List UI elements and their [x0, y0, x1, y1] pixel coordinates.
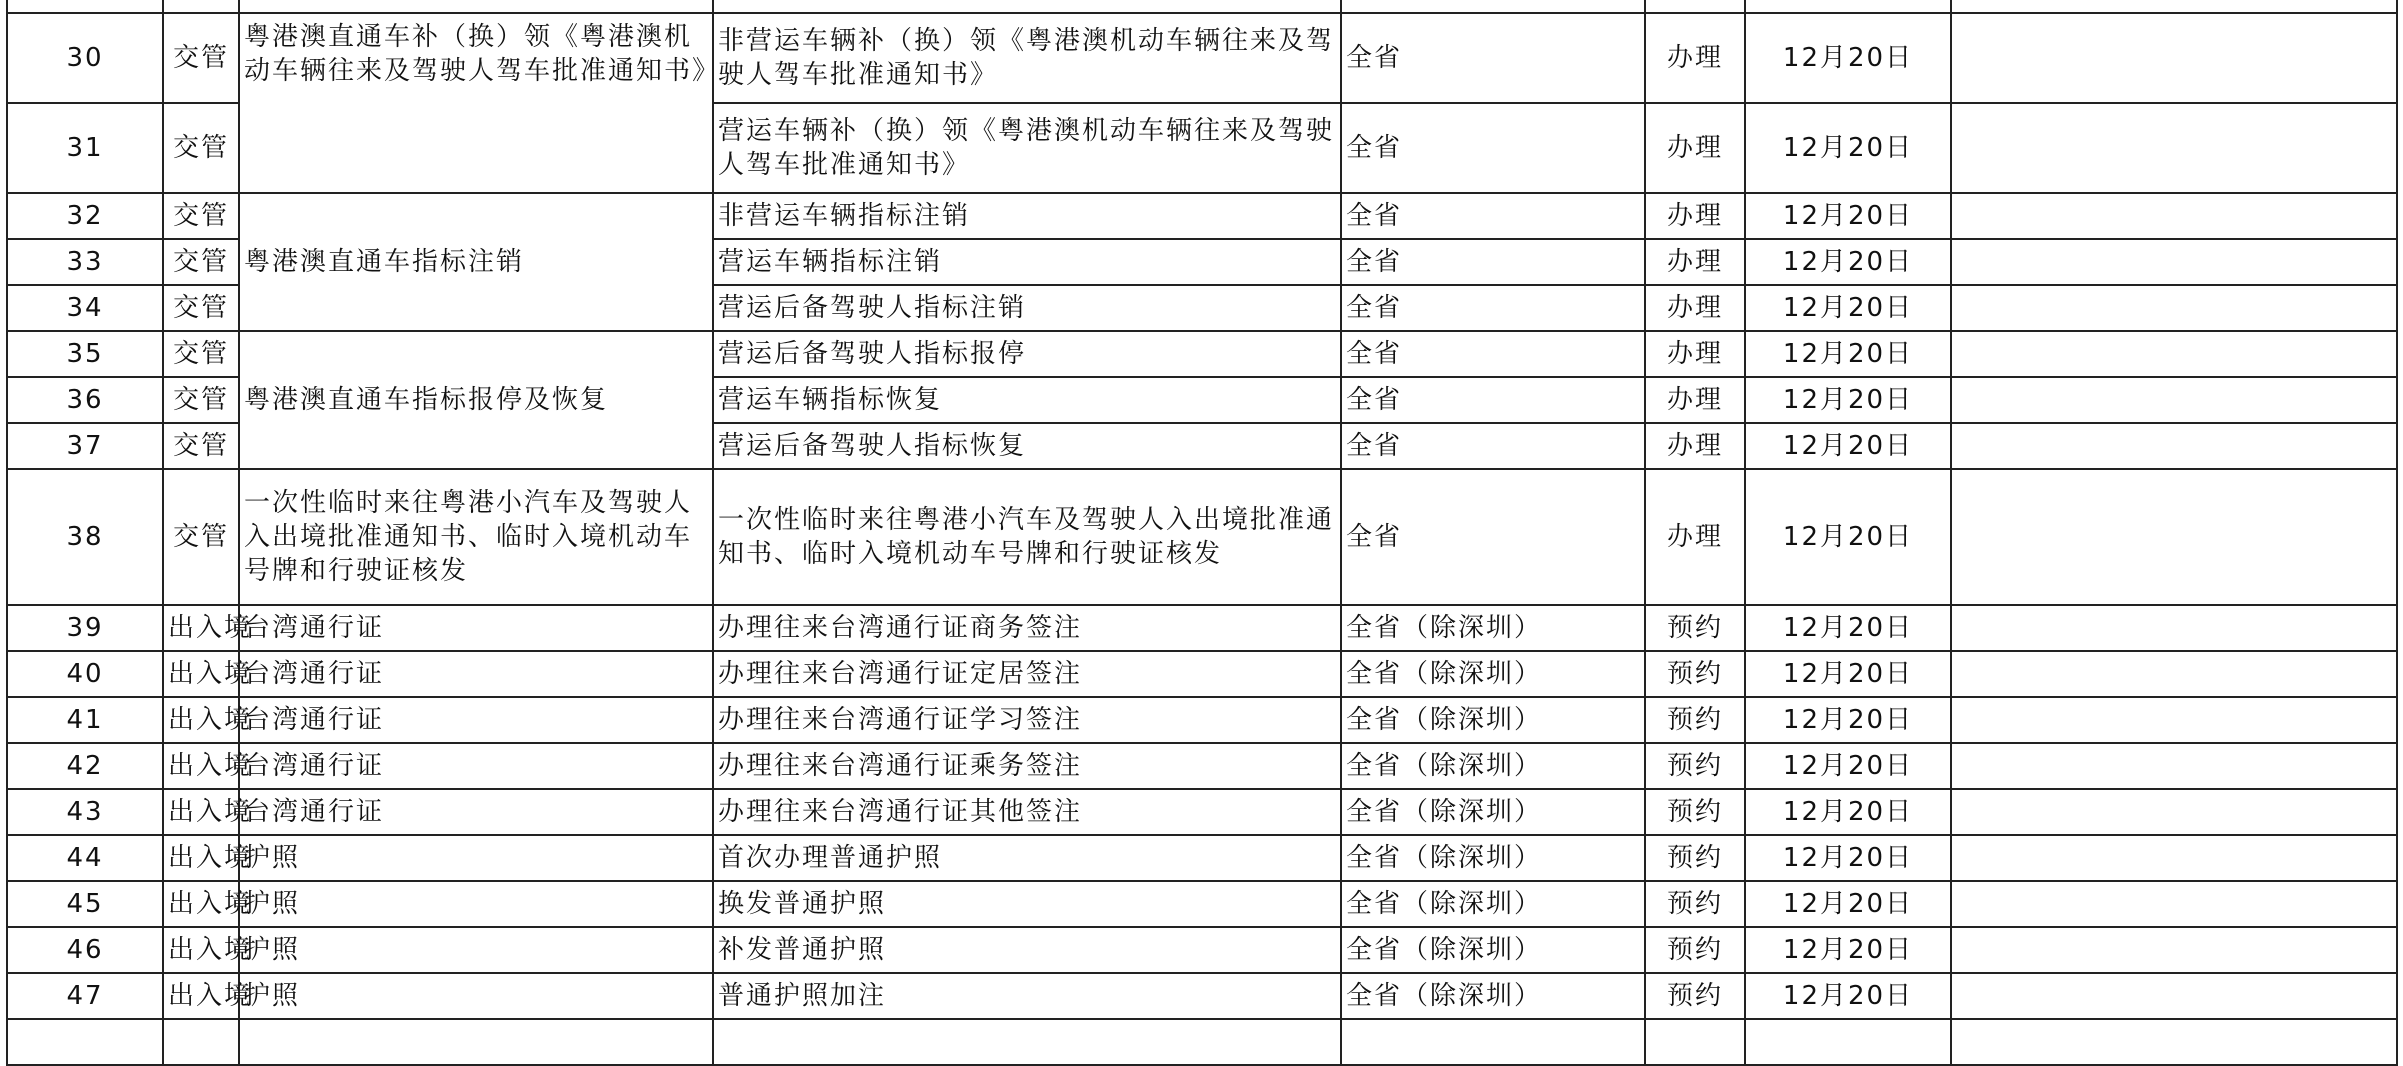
note-cell: [1951, 605, 2397, 651]
table-row: [7, 469, 2397, 605]
date-cell: 12月20日: [1745, 743, 1951, 789]
scope-cell: 全省: [1341, 469, 1645, 605]
scope-cell: 全省（除深圳）: [1341, 789, 1645, 835]
row-number: 35: [7, 331, 163, 377]
date-cell: 12月20日: [1745, 193, 1951, 239]
sub-item-cell: 办理往来台湾通行证商务签注: [713, 605, 1341, 651]
date-cell: 12月20日: [1745, 469, 1951, 605]
item-cell: [239, 0, 713, 13]
date-cell: 12月20日: [1745, 789, 1951, 835]
department-cell: [163, 1019, 239, 1065]
department-cell: 出入境: [163, 697, 239, 743]
table-row: [7, 743, 2397, 789]
date-cell: 12月20日: [1745, 103, 1951, 193]
action-cell: 预约: [1645, 973, 1745, 1019]
item-cell: [239, 1019, 713, 1065]
sub-item-cell: 营运车辆补（换）领《粤港澳机动车辆往来及驾驶人驾车批准通知书》: [713, 103, 1341, 193]
sub-item-cell: 办理往来台湾通行证乘务签注: [713, 743, 1341, 789]
action-cell: 预约: [1645, 651, 1745, 697]
item-cell: 护照: [239, 835, 713, 881]
note-cell: [1951, 469, 2397, 605]
row-number: 44: [7, 835, 163, 881]
note-cell: [1951, 973, 2397, 1019]
department-cell: 交管: [163, 239, 239, 285]
table-row: [7, 973, 2397, 1019]
table-row: [7, 193, 2397, 239]
item-cell: 粤港澳直通车指标注销: [239, 193, 713, 331]
department-cell: 出入境: [163, 973, 239, 1019]
row-number: 34: [7, 285, 163, 331]
row-number: 46: [7, 927, 163, 973]
department-cell: 交管: [163, 469, 239, 605]
note-cell: [1951, 835, 2397, 881]
department-cell: 交管: [163, 377, 239, 423]
date-cell: 12月20日: [1745, 331, 1951, 377]
action-cell: 办理: [1645, 377, 1745, 423]
item-cell: 护照: [239, 973, 713, 1019]
note-cell: [1951, 423, 2397, 469]
note-cell: [1951, 789, 2397, 835]
sub-item-cell: 普通护照加注: [713, 973, 1341, 1019]
scope-cell: 全省（除深圳）: [1341, 927, 1645, 973]
sub-item-cell: 营运后备驾驶人指标报停: [713, 331, 1341, 377]
department-cell: 交管: [163, 285, 239, 331]
sub-item-cell: 一次性临时来往粤港小汽车及驾驶人入出境批准通知书、临时入境机动车号牌和行驶证核发: [713, 469, 1341, 605]
scope-cell: 全省（除深圳）: [1341, 973, 1645, 1019]
action-cell: [1645, 1019, 1745, 1065]
item-cell: 一次性临时来往粤港小汽车及驾驶人入出境批准通知书、临时入境机动车号牌和行驶证核发: [239, 469, 713, 605]
note-cell: [1951, 239, 2397, 285]
table-row: [7, 835, 2397, 881]
department-cell: 交管: [163, 193, 239, 239]
date-cell: 12月20日: [1745, 973, 1951, 1019]
sub-item-cell: [713, 1019, 1341, 1065]
table-row: [7, 927, 2397, 973]
row-number: [7, 1019, 163, 1065]
department-cell: [163, 0, 239, 13]
row-number: 33: [7, 239, 163, 285]
note-cell: [1951, 0, 2397, 13]
row-number: 40: [7, 651, 163, 697]
item-cell: 台湾通行证: [239, 605, 713, 651]
date-cell: 12月20日: [1745, 239, 1951, 285]
department-cell: 交管: [163, 331, 239, 377]
action-cell: 预约: [1645, 835, 1745, 881]
date-cell: 12月20日: [1745, 927, 1951, 973]
sub-item-cell: 营运后备驾驶人指标恢复: [713, 423, 1341, 469]
department-cell: 交管: [163, 103, 239, 193]
sub-item-cell: [713, 0, 1341, 13]
date-cell: 12月20日: [1745, 423, 1951, 469]
row-number: 39: [7, 605, 163, 651]
service-table: [6, 0, 2398, 1066]
item-cell: 台湾通行证: [239, 651, 713, 697]
note-cell: [1951, 331, 2397, 377]
row-number: 41: [7, 697, 163, 743]
sub-item-cell: 办理往来台湾通行证其他签注: [713, 789, 1341, 835]
table-row: [7, 651, 2397, 697]
table-row: [7, 697, 2397, 743]
scope-cell: 全省: [1341, 331, 1645, 377]
action-cell: 办理: [1645, 331, 1745, 377]
action-cell: 预约: [1645, 697, 1745, 743]
action-cell: 办理: [1645, 285, 1745, 331]
sub-item-cell: 首次办理普通护照: [713, 835, 1341, 881]
row-number: 42: [7, 743, 163, 789]
department-cell: 交管: [163, 13, 239, 103]
table-row: [7, 789, 2397, 835]
date-cell: 12月20日: [1745, 651, 1951, 697]
note-cell: [1951, 193, 2397, 239]
action-cell: 预约: [1645, 743, 1745, 789]
item-cell: 台湾通行证: [239, 789, 713, 835]
sub-item-cell: 办理往来台湾通行证学习签注: [713, 697, 1341, 743]
note-cell: [1951, 285, 2397, 331]
date-cell: 12月20日: [1745, 377, 1951, 423]
scope-cell: 全省（除深圳）: [1341, 651, 1645, 697]
scope-cell: 全省: [1341, 193, 1645, 239]
table-row: [7, 13, 2397, 103]
sub-item-cell: 非营运车辆补（换）领《粤港澳机动车辆往来及驾驶人驾车批准通知书》: [713, 13, 1341, 103]
date-cell: 12月20日: [1745, 285, 1951, 331]
scope-cell: [1341, 1019, 1645, 1065]
date-cell: 12月20日: [1745, 697, 1951, 743]
scope-cell: 全省: [1341, 285, 1645, 331]
scope-cell: [1341, 0, 1645, 13]
date-cell: [1745, 0, 1951, 13]
note-cell: [1951, 881, 2397, 927]
row-number: 47: [7, 973, 163, 1019]
sub-item-cell: 营运车辆指标恢复: [713, 377, 1341, 423]
action-cell: [1645, 0, 1745, 13]
action-cell: 办理: [1645, 193, 1745, 239]
table-row: [7, 605, 2397, 651]
action-cell: 预约: [1645, 881, 1745, 927]
scope-cell: 全省（除深圳）: [1341, 743, 1645, 789]
date-cell: [1745, 1019, 1951, 1065]
sub-item-cell: 换发普通护照: [713, 881, 1341, 927]
scope-cell: 全省: [1341, 377, 1645, 423]
scope-cell: 全省（除深圳）: [1341, 881, 1645, 927]
action-cell: 办理: [1645, 423, 1745, 469]
sub-item-cell: 办理往来台湾通行证定居签注: [713, 651, 1341, 697]
scope-cell: 全省（除深圳）: [1341, 605, 1645, 651]
table-row: [7, 331, 2397, 377]
item-cell: 台湾通行证: [239, 743, 713, 789]
row-number: 45: [7, 881, 163, 927]
department-cell: 出入境: [163, 651, 239, 697]
note-cell: [1951, 651, 2397, 697]
department-cell: 出入境: [163, 789, 239, 835]
row-number: 37: [7, 423, 163, 469]
row-number: 31: [7, 103, 163, 193]
item-cell: 粤港澳直通车补（换）领《粤港澳机动车辆往来及驾驶人驾车批准通知书》: [239, 13, 713, 193]
sub-item-cell: 营运车辆指标注销: [713, 239, 1341, 285]
note-cell: [1951, 697, 2397, 743]
table-row: [7, 0, 2397, 13]
row-number: 36: [7, 377, 163, 423]
action-cell: 预约: [1645, 605, 1745, 651]
scope-cell: 全省: [1341, 423, 1645, 469]
row-number: 38: [7, 469, 163, 605]
note-cell: [1951, 13, 2397, 103]
date-cell: 12月20日: [1745, 835, 1951, 881]
scope-cell: 全省: [1341, 103, 1645, 193]
scope-cell: 全省（除深圳）: [1341, 697, 1645, 743]
item-cell: 台湾通行证: [239, 697, 713, 743]
action-cell: 办理: [1645, 239, 1745, 285]
item-cell: 粤港澳直通车指标报停及恢复: [239, 331, 713, 469]
department-cell: 出入境: [163, 927, 239, 973]
table-row: [7, 881, 2397, 927]
item-cell: 护照: [239, 927, 713, 973]
department-cell: 出入境: [163, 605, 239, 651]
sub-item-cell: 补发普通护照: [713, 927, 1341, 973]
scope-cell: 全省（除深圳）: [1341, 835, 1645, 881]
action-cell: 办理: [1645, 469, 1745, 605]
note-cell: [1951, 1019, 2397, 1065]
action-cell: 办理: [1645, 13, 1745, 103]
action-cell: 办理: [1645, 103, 1745, 193]
note-cell: [1951, 927, 2397, 973]
department-cell: 出入境: [163, 881, 239, 927]
sub-item-cell: 营运后备驾驶人指标注销: [713, 285, 1341, 331]
note-cell: [1951, 377, 2397, 423]
date-cell: 12月20日: [1745, 13, 1951, 103]
sub-item-cell: 非营运车辆指标注销: [713, 193, 1341, 239]
note-cell: [1951, 103, 2397, 193]
department-cell: 交管: [163, 423, 239, 469]
scope-cell: 全省: [1341, 239, 1645, 285]
date-cell: 12月20日: [1745, 881, 1951, 927]
row-number: 32: [7, 193, 163, 239]
item-cell: 护照: [239, 881, 713, 927]
action-cell: 预约: [1645, 789, 1745, 835]
table-row: [7, 1019, 2397, 1065]
row-number: [7, 0, 163, 13]
department-cell: 出入境: [163, 743, 239, 789]
date-cell: 12月20日: [1745, 605, 1951, 651]
row-number: 30: [7, 13, 163, 103]
row-number: 43: [7, 789, 163, 835]
scope-cell: 全省: [1341, 13, 1645, 103]
department-cell: 出入境: [163, 835, 239, 881]
action-cell: 预约: [1645, 927, 1745, 973]
note-cell: [1951, 743, 2397, 789]
